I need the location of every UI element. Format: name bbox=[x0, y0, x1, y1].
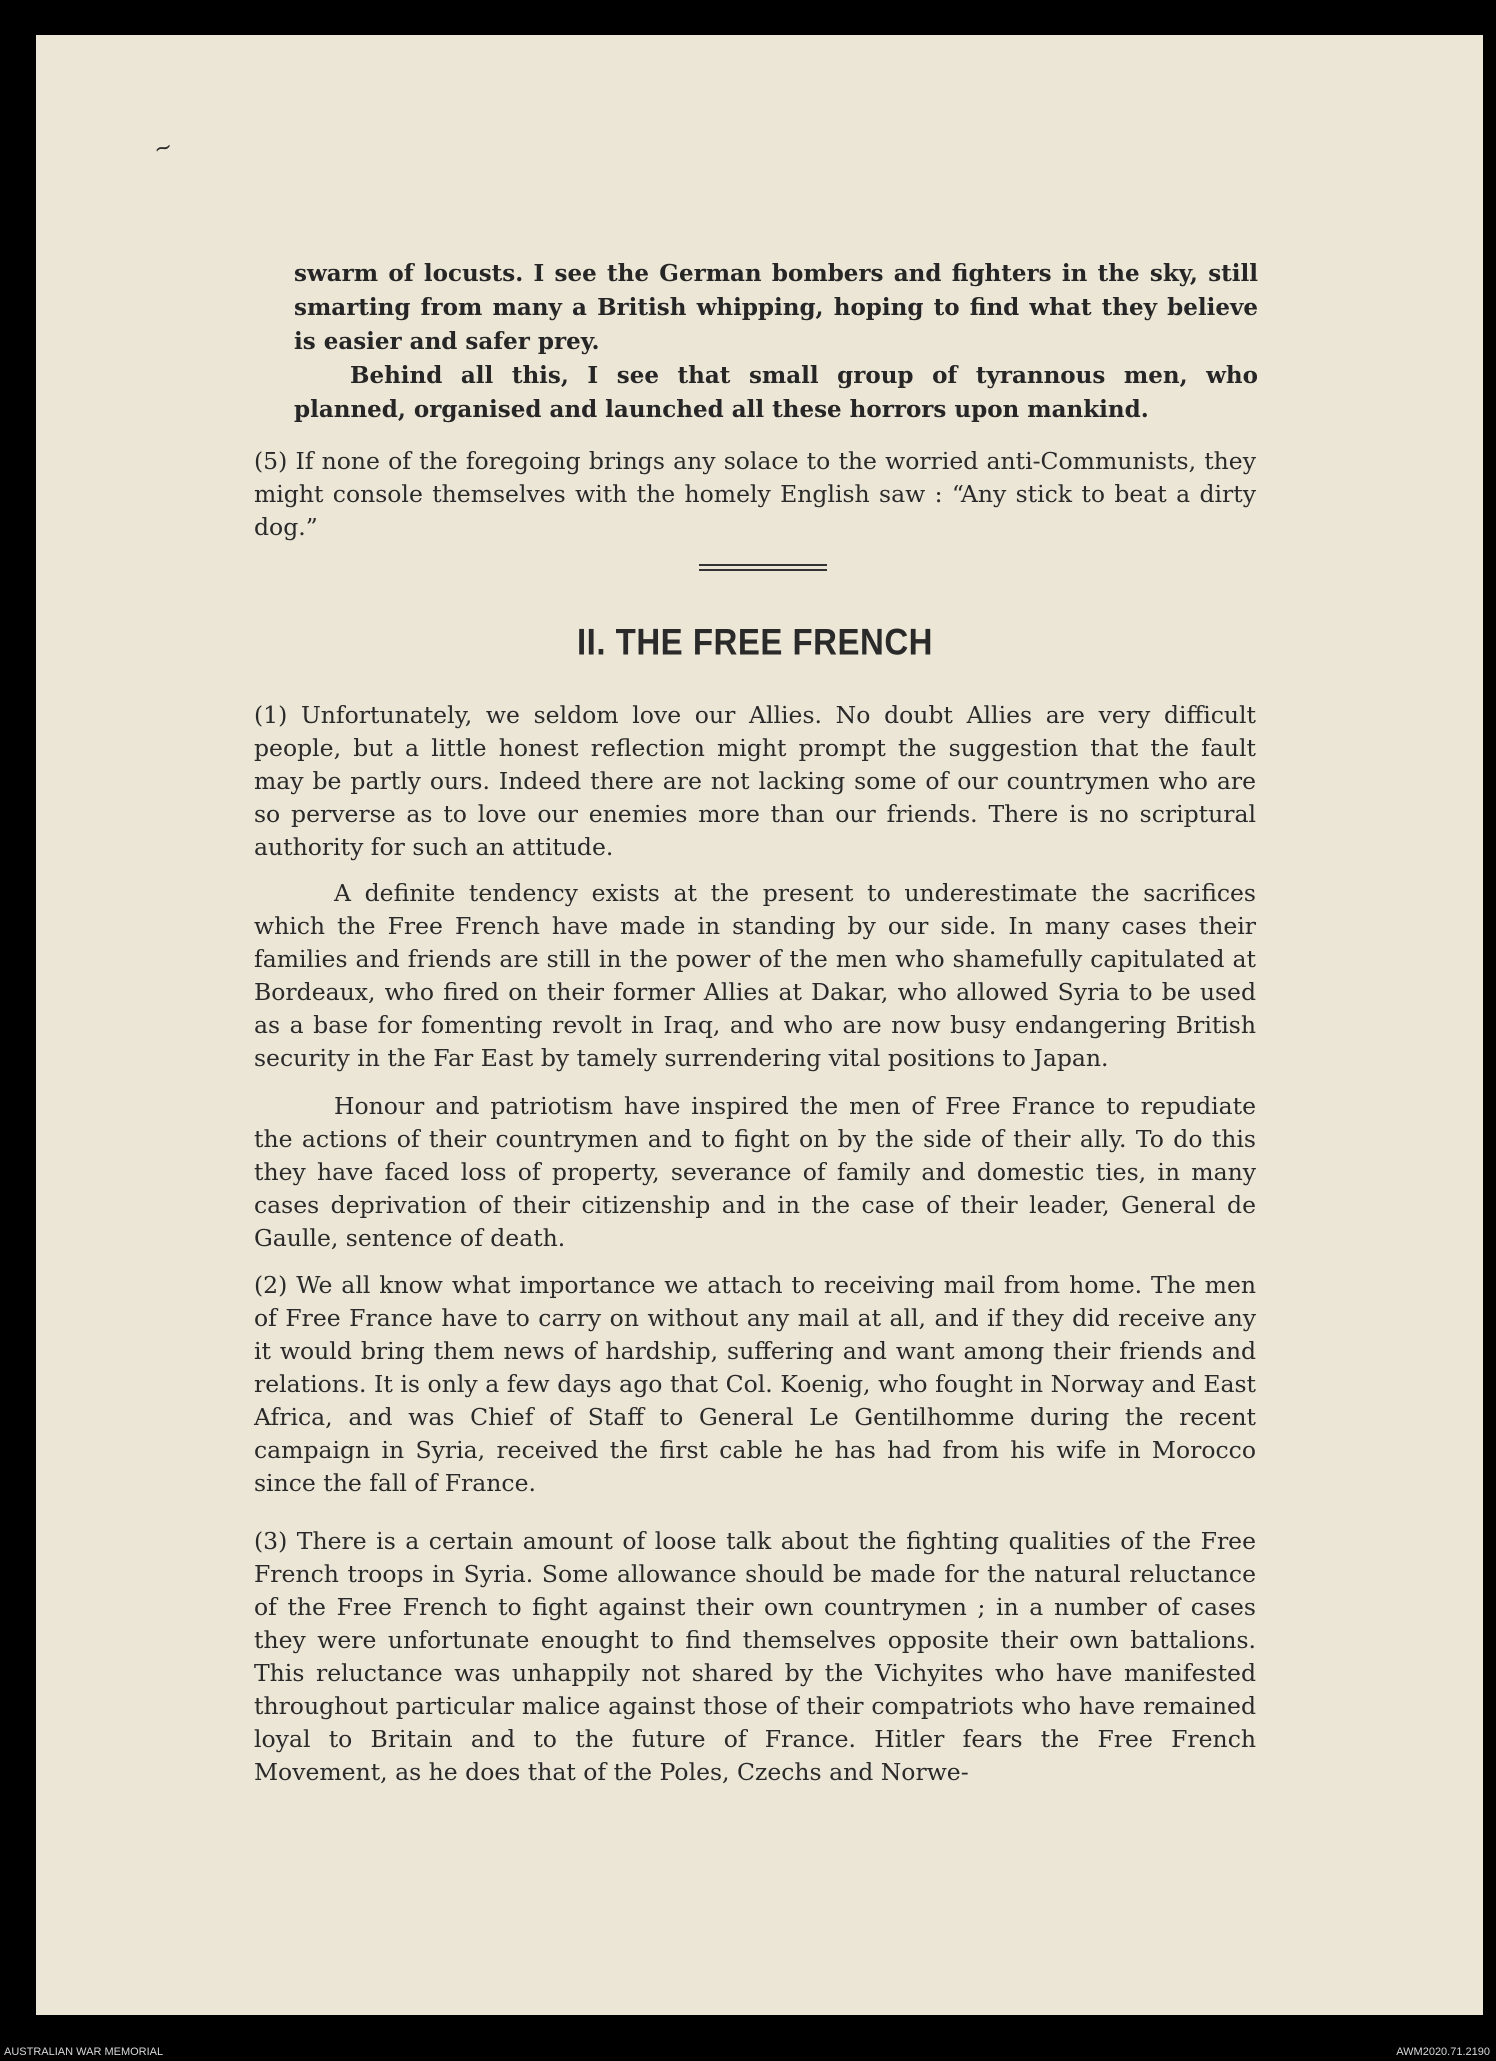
bold-paragraph-2: Behind all this, I see that small group of tyrannous men, who planned, organised and launched all these horrors upon mankind. bbox=[294, 362, 1258, 423]
paragraph-item-3: (3) There is a certain amount of loose talk about the fighting qualities of the Free French troops in Syria. Some allowance should be made for the natural reluctance of the Free French to fight against their own countrymen ; in a number of cases they were unfortunate enought to find themselves opposite their own battalions. This reluctance was unhappily not shared by the Vichyites who have manifested throughout particular malice against those of their compatriots who have remained loyal to Britain and to the future of France. Hitler fears the Free French Movement, as he does that of the Poles, Czechs and Norwe- bbox=[254, 1527, 1256, 1786]
ink-mark: ~ bbox=[151, 134, 176, 163]
footer-left-label: AUSTRALIAN WAR MEMORIAL bbox=[4, 2046, 164, 2058]
paragraph-1: (1) Unfortunately, we seldom love our Allies. No doubt Allies are very difficult people, but a little honest reflection might prompt the suggestion that the fault may be partly ours. Indeed there are not lacking some of our countrymen who are so perverse as to love our enemies more than our friends. There is no scriptural authority for such an attitude. bbox=[254, 701, 1256, 861]
bold-passage bbox=[294, 257, 1258, 427]
document-page bbox=[36, 35, 1483, 2015]
section-divider bbox=[699, 564, 827, 571]
paragraph-2: A definite tendency exists at the present to underestimate the sacrifices which the Free French have made in standing by our side. In many cases their families and friends are still in the power of the men who shamefully capitulated at Bordeaux, who fired on their former Allies at Dakar, who allowed Syria to be used as a base for fomenting revolt in Iraq, and who are now busy endangering British security in the Far East by tamely surrendering vital positions to Japan. bbox=[254, 879, 1256, 1072]
bold-paragraph-1: swarm of locusts. I see the German bombers and fighters in the sky, still smarting from many a British whipping, hoping to find what they believe is easier and safer prey. bbox=[294, 260, 1258, 355]
footer-right-label: AWM2020.71.2190 bbox=[1396, 2046, 1490, 2058]
paragraph-item-5: (5) If none of the foregoing brings any solace to the worried anti-Communists, they might console themselves with the homely English saw : “Any stick to beat a dirty dog.” bbox=[254, 447, 1256, 541]
paragraph-3: Honour and patriotism have inspired the men of Free France to repudiate the actions of their countrymen and to fight on by the side of their ally. To do this they have faced loss of property, severance of family and domestic ties, in many cases deprivation of their citizenship and in the case of their leader, General de Gaulle, sentence of death. bbox=[254, 1092, 1256, 1252]
section-heading: II. THE FREE FRENCH bbox=[576, 620, 934, 663]
paragraph-item-2: (2) We all know what importance we attach to receiving mail from home. The men of Free France have to carry on without any mail at all, and if they did receive any it would bring them news of hardship, suffering and want among their friends and relations. It is only a few days ago that Col. Koenig, who fought in Norway and East Africa, and was Chief of Staff to General Le Gentilhomme during the recent campaign in Syria, received the first cable he has had from his wife in Morocco since the fall of France. bbox=[254, 1271, 1256, 1497]
